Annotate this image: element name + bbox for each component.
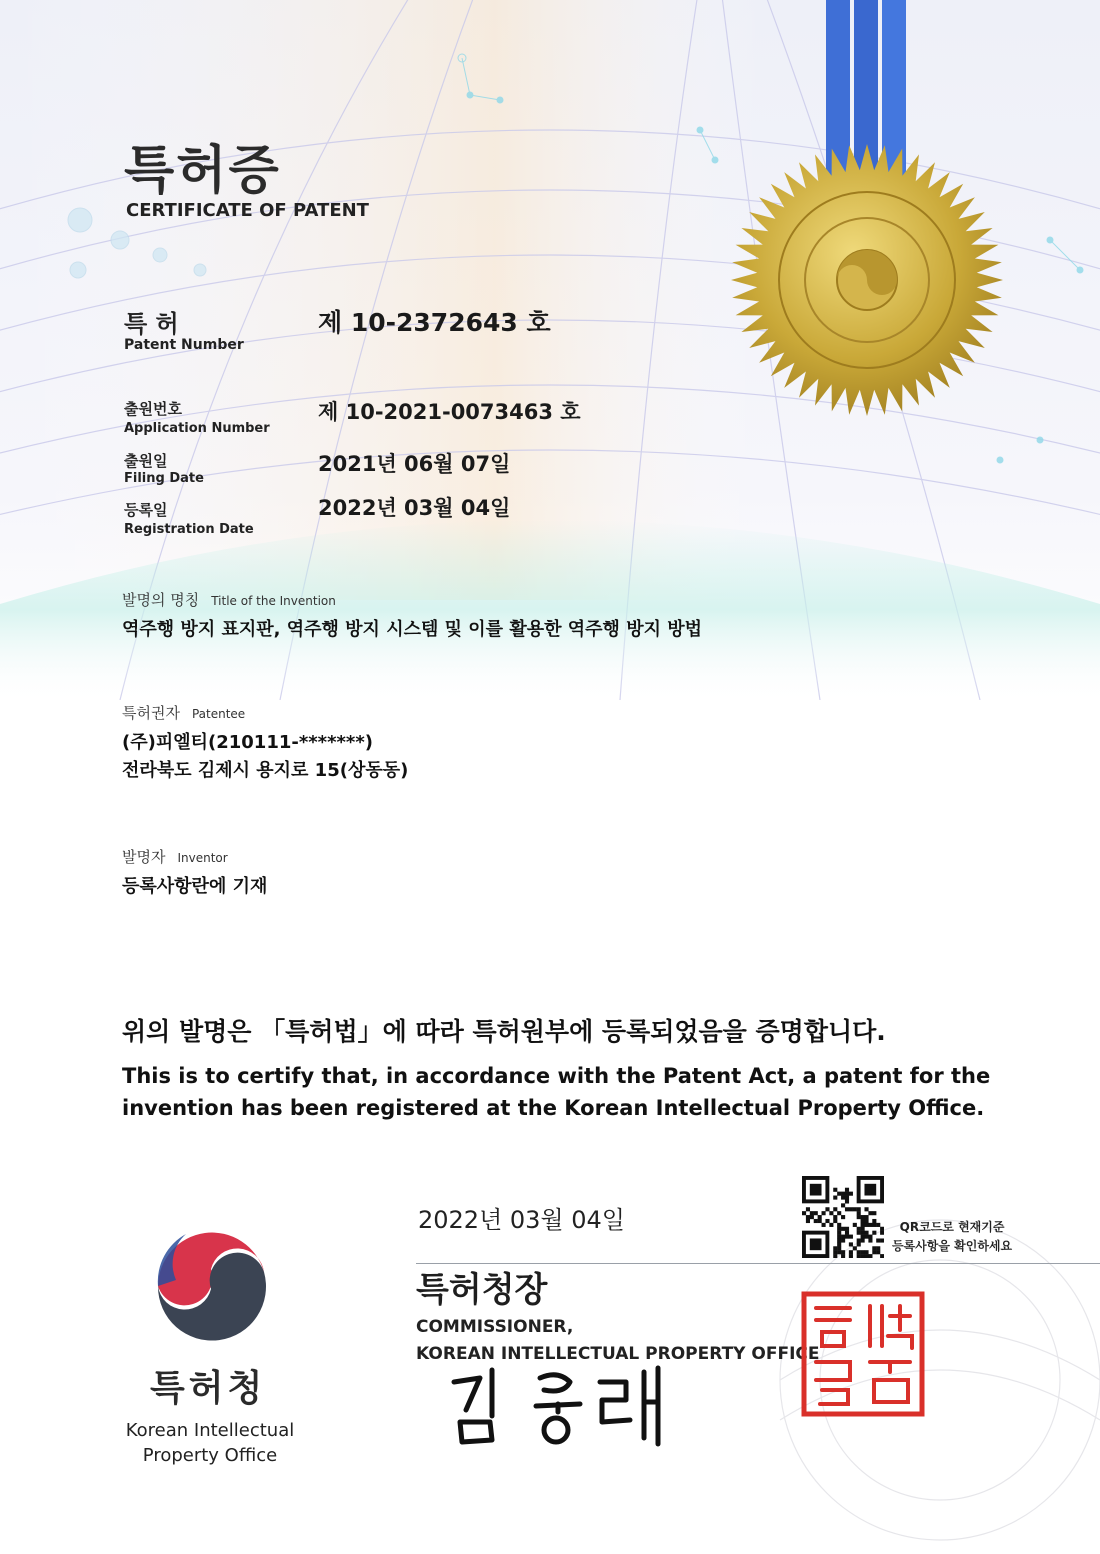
gold-seal-icon — [727, 140, 1007, 420]
patent-number-label-en: Patent Number — [124, 337, 244, 353]
certificate-title-kr: 특허증 — [124, 141, 281, 201]
kipo-logo-icon — [146, 1214, 276, 1344]
qr-note — [892, 1218, 1012, 1256]
patentee-label-kr: 특허권자 — [122, 704, 180, 722]
application-number-label-en: Application Number — [124, 421, 270, 436]
commissioner-en-line2: KOREAN INTELLECTUAL PROPERTY OFFICE — [416, 1344, 820, 1364]
invention-label-kr: 발명의 명칭 — [122, 591, 200, 609]
commissioner-title-kr: 특허청장 — [416, 1270, 548, 1310]
inventor-value: 등록사항란에 기재 — [122, 876, 268, 897]
qr-note-line2: 등록사항을 확인하세요 — [892, 1239, 1013, 1253]
certification-statement-en: This is to certify that, in accordance with the Patent Act, a patent for the invention has been registered at the Korean Intellectual Property Office. — [122, 1064, 991, 1120]
filing-date-value: 2021년 06월 07일 — [318, 452, 511, 476]
office-name-kr: 특허청 — [150, 1368, 267, 1409]
inventor-label-kr: 발명자 — [122, 848, 166, 866]
commissioner-en-line1: COMMISSIONER, — [416, 1317, 574, 1337]
signature-icon — [440, 1360, 680, 1450]
certificate-title-en: CERTIFICATE OF PATENT — [126, 200, 369, 221]
invention-label-en: Title of the Invention — [211, 594, 336, 608]
invention-title-value: 역주행 방지 표지판, 역주행 방지 시스템 및 이를 활용한 역주행 방지 방법 — [122, 619, 703, 640]
certification-statement-kr: 위의 발명은 「특허법」에 따라 특허원부에 등록되었음을 증명합니다. — [122, 1017, 886, 1046]
registration-date-label-en: Registration Date — [124, 522, 254, 537]
qr-note-line1: QR코드로 현재기준 — [899, 1220, 1005, 1234]
invention-label — [122, 589, 336, 610]
office-name-en — [112, 1418, 308, 1468]
registration-date-value: 2022년 03월 04일 — [318, 496, 511, 520]
red-stamp-icon — [800, 1290, 926, 1418]
qr-code-icon[interactable] — [802, 1176, 884, 1258]
filing-date-label-kr: 출원일 — [124, 452, 168, 470]
patent-number-label-kr: 특 허 — [124, 310, 179, 338]
application-number-value: 제 10-2021-0073463 호 — [318, 400, 581, 424]
office-en-line2: Property Office — [142, 1445, 278, 1466]
patent-number-value: 제 10-2372643 호 — [318, 308, 551, 337]
issue-date: 2022년 03월 04일 — [418, 1206, 625, 1234]
patentee-name: (주)피엘티(210111-*******) — [122, 732, 373, 753]
patentee-label-en: Patentee — [191, 707, 246, 721]
inventor-label-en: Inventor — [177, 851, 228, 865]
application-number-label-kr: 출원번호 — [124, 400, 182, 418]
inventor-label — [122, 846, 228, 867]
filing-date-label-en: Filing Date — [124, 471, 204, 486]
office-en-line1: Korean Intellectual — [125, 1420, 295, 1441]
patentee-label — [122, 702, 245, 723]
registration-date-label-kr: 등록일 — [124, 501, 168, 519]
patentee-address: 전라북도 김제시 용지로 15(상동동) — [122, 760, 409, 781]
